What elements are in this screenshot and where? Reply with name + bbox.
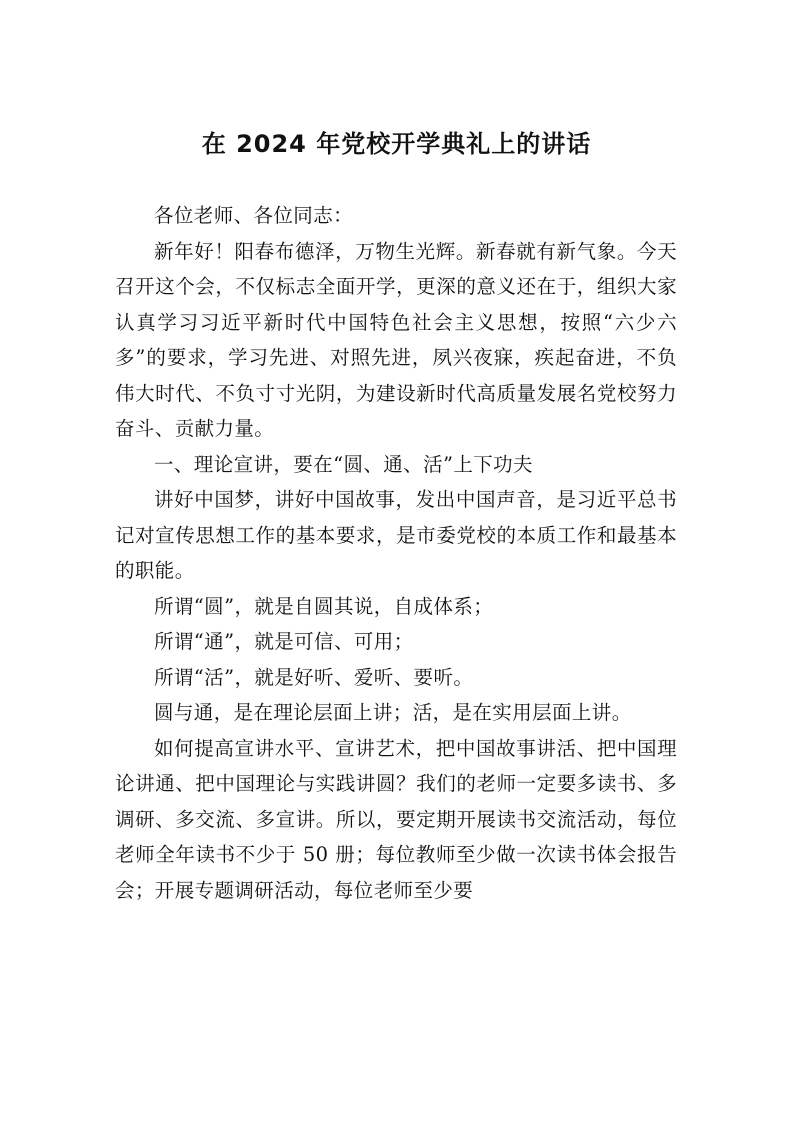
body-paragraph: 所谓“通”，就是可信、可用； xyxy=(154,630,414,653)
body-paragraph: 讲好中国梦，讲好中国故事，发出中国声音，是习近平总书记对宣传思想工作的基本要求，是市委党校的本质工作和最基本的职能。 xyxy=(115,488,677,582)
body-paragraph: 如何提高宣讲水平、宣讲艺术，把中国故事讲活、把中国理论讲通、把中国理论与实践讲圆？我们的老师一定要多读书、多调研、多交流、多宣讲。所以，要定期开展读书交流活动，每位老师全年读书不少于 50 册；每位教师至少做一次读书体会报告会；开展专题调研活动，每位老师至少要 xyxy=(115,736,677,902)
document-body xyxy=(115,198,677,908)
body-paragraph: 圆与通，是在理论层面上讲；活，是在实用层面上讲。 xyxy=(154,701,632,724)
body-paragraph: 所谓“圆”，就是自圆其说，自成体系； xyxy=(154,594,494,618)
salutation-paragraph: 各位老师、各位同志： xyxy=(154,204,354,227)
body-paragraph: 新年好！阳春布德泽，万物生光辉。新春就有新气象。今天召开这个会，不仅标志全面开学，更深的意义还在于，组织大家认真学习习近平新时代中国特色社会主义思想，按照“六少六多”的要求，学习先进、对照先进，夙兴夜寐，疾起奋进，不负伟大时代、不负寸寸光阴，为建设新时代高质量发展名党校努力奋斗、贡献力量。 xyxy=(115,239,677,440)
body-paragraph: 所谓“活”，就是好听、爱听、要听。 xyxy=(154,665,474,689)
document-title: 在 2024 年党校开学典礼上的讲话 xyxy=(201,130,592,158)
section-heading: 一、理论宣讲，要在“圆、通、活”上下功夫 xyxy=(154,452,533,476)
